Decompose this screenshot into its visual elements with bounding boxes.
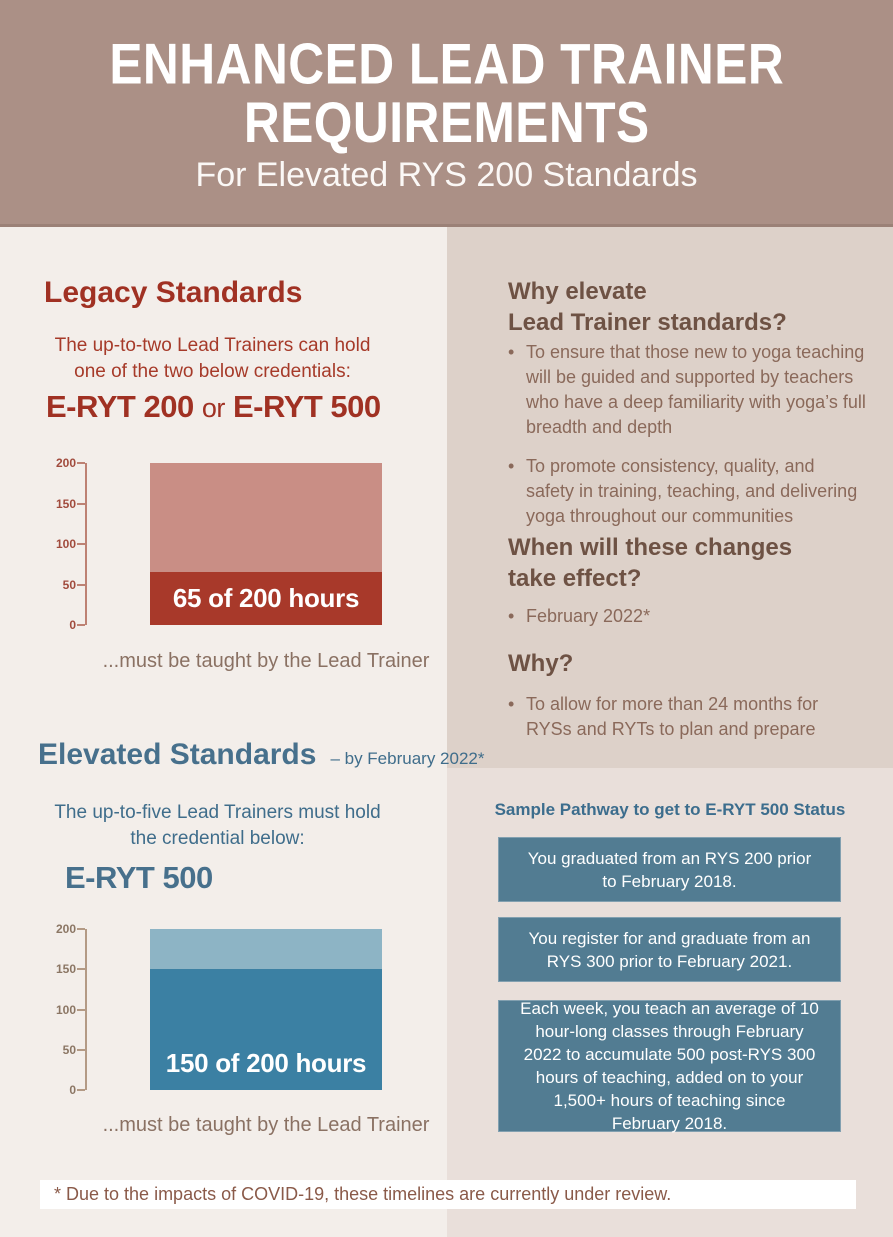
when-changes-bullet-list [508, 604, 866, 643]
bullet-dot: • [508, 342, 515, 362]
y-tick-mark [77, 928, 85, 930]
y-tick-mark [77, 1049, 85, 1051]
bullet-text: February 2022* [526, 606, 651, 626]
when-changes-heading-line2: take effect? [508, 565, 642, 592]
bullet-text: To promote consistency, quality, and safety in training, teaching, and delivering yoga throughout our communities [526, 456, 858, 526]
bullet-text: To ensure that those new to yoga teaching will be guided and supported by teachers who have a deep familiarity with yoga’s full breadth and depth [526, 342, 866, 437]
y-tick-label: 150 [55, 496, 76, 511]
total-hours-bar [150, 463, 382, 625]
y-tick-label: 150 [55, 962, 76, 977]
credential-eryt200: E-RYT 200 [46, 389, 194, 424]
pathway-step-2 [498, 917, 841, 982]
elevated-intro-text: The up-to-five Lead Trainers must hold the credential below: [54, 802, 381, 849]
legacy-intro-text: The up-to-two Lead Trainers can hold one of the two below credentials: [54, 335, 371, 382]
y-tick-label: 200 [55, 922, 76, 936]
y-tick-mark [77, 624, 85, 626]
elevated-standards-heading-row [38, 738, 484, 772]
when-changes-heading-line1: When will these changes [508, 534, 793, 561]
when-changes-heading [508, 532, 792, 594]
covid-footnote-text: * Due to the impacts of COVID-19, these timelines are currently under review. [54, 1184, 672, 1204]
total-hours-bar [150, 929, 382, 1090]
page-subtitle: For Elevated RYS 200 Standards [195, 156, 698, 194]
y-tick-mark [77, 503, 85, 505]
bullet-dot: • [508, 456, 515, 476]
why-elevate-bullet-list [508, 340, 866, 543]
pathway-step-text: You register for and graduate from an RYS 300 prior to February 2021. [528, 928, 811, 971]
y-tick-mark [77, 584, 85, 586]
y-tick-label: 0 [69, 618, 76, 632]
page-title-line2: REQUIREMENTS [243, 91, 650, 155]
bar-value-label: 150 of 200 hours [165, 1048, 367, 1078]
sample-pathway-heading: Sample Pathway to get to E-RYT 500 Status [494, 800, 846, 819]
y-axis [55, 922, 87, 1097]
y-tick-mark [77, 462, 85, 464]
y-tick-mark [77, 1009, 85, 1011]
y-tick-mark [77, 1089, 85, 1091]
why-elevate-heading-line1: Why elevate [508, 278, 647, 305]
page-title [0, 0, 893, 155]
y-tick-label: 50 [62, 1042, 76, 1057]
bullet-item [508, 692, 866, 742]
y-tick-label: 100 [55, 1002, 76, 1017]
y-tick-mark [77, 968, 85, 970]
bullet-dot: • [508, 606, 515, 626]
pathway-step-3 [498, 1000, 841, 1132]
credential-conjunction: or [201, 393, 225, 423]
page-title-line1: ENHANCED LEAD TRAINER [109, 32, 784, 97]
bar-value-label: 65 of 200 hours [172, 583, 360, 613]
pathway-step-1 [498, 837, 841, 902]
legacy-credentials-text [46, 389, 381, 425]
credential-eryt500: E-RYT 500 [232, 389, 381, 424]
why-elevate-heading-line2: Lead Trainer standards? [508, 309, 787, 336]
legacy-chart-caption: ...must be taught by the Lead Trainer [102, 650, 430, 672]
why-heading: Why? [508, 650, 574, 677]
y-tick-label: 50 [62, 577, 76, 592]
bullet-text: To allow for more than 24 months for RYSs and RYTs to plan and prepare [526, 694, 819, 739]
why-bullet-list [508, 692, 866, 756]
legacy-standards-heading: Legacy Standards [44, 276, 303, 309]
y-axis [55, 456, 87, 632]
elevated-chart-caption: ...must be taught by the Lead Trainer [102, 1114, 430, 1136]
pathway-step-text: You graduated from an RYS 200 prior to February 2018. [527, 848, 812, 891]
y-tick-mark [77, 543, 85, 545]
elevated-hours-bar-chart [55, 922, 385, 1097]
y-tick-label: 200 [55, 456, 76, 470]
legacy-hours-bar-chart [55, 456, 385, 632]
y-tick-label: 0 [69, 1083, 76, 1097]
bullet-item [508, 340, 866, 440]
bullet-item [508, 604, 866, 629]
y-tick-label: 100 [55, 537, 76, 551]
bullet-item [508, 454, 866, 529]
bullet-dot: • [508, 694, 515, 714]
header [0, 0, 893, 227]
elevated-standards-heading: Elevated Standards [38, 738, 317, 771]
elevated-heading-note: – by February 2022* [330, 749, 485, 768]
pathway-step-text: Each week, you teach an average of 10 hour-long classes through February 2022 to accumulate 500 post-RYS 300 hours of teaching, added on to your 1,500+ hours of teaching since February 2018. [520, 999, 819, 1133]
covid-footnote-bar [40, 1180, 856, 1209]
why-elevate-heading [508, 276, 787, 338]
elevated-credential-text: E-RYT 500 [65, 860, 213, 895]
